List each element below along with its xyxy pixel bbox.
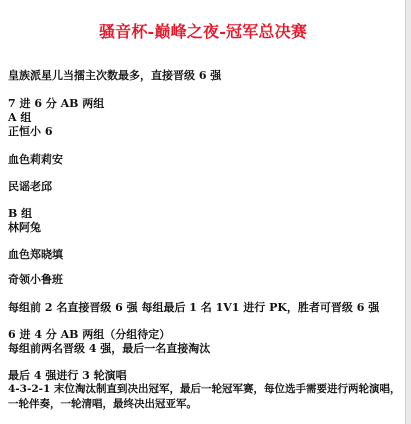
round-6-to-4-heading: 6 进 4 分 AB 两组（分组待定） — [8, 328, 171, 341]
round-6-to-4-rule: 每组前两名晋级 4 强，最后一名直接淘汰 — [8, 342, 211, 355]
round-7-to-6-heading: 7 进 6 分 AB 两组 — [8, 97, 105, 110]
group-a-label: A 组 — [8, 111, 32, 124]
group-a-member: 血色莉莉安 — [8, 153, 63, 166]
final-round-rule: 4-3-2-1 末位淘汰制直到决出冠军，最后一轮冠军赛，每位选手需要进行两轮演唱， — [8, 383, 401, 395]
group-b-member: 林阿兔 — [8, 221, 41, 234]
group-b-label: B 组 — [8, 207, 33, 220]
group-b-member: 血色郑晓填 — [8, 248, 63, 261]
intro-line: 皇族派星儿当擂主次数最多，直接晋级 6 强 — [8, 69, 222, 82]
group-a-member: 民谣老邱 — [8, 180, 52, 193]
group-b-member: 奇领小鲁班 — [8, 273, 63, 286]
round-rules-line: 每组前 2 名直接晋级 6 强 每组最后 1 名 1V1 进行 PK，胜者可晋级 6 强 — [8, 301, 380, 314]
document-title: 骚音杯-巅峰之夜-冠军总决赛 — [98, 22, 308, 41]
group-a-member: 正恒小 6 — [8, 125, 53, 138]
final-round-rule: 一轮伴奏，一轮清唱，最终决出冠亚军。 — [8, 398, 197, 410]
final-round-heading: 最后 4 强进行 3 轮演唱 — [8, 369, 127, 382]
